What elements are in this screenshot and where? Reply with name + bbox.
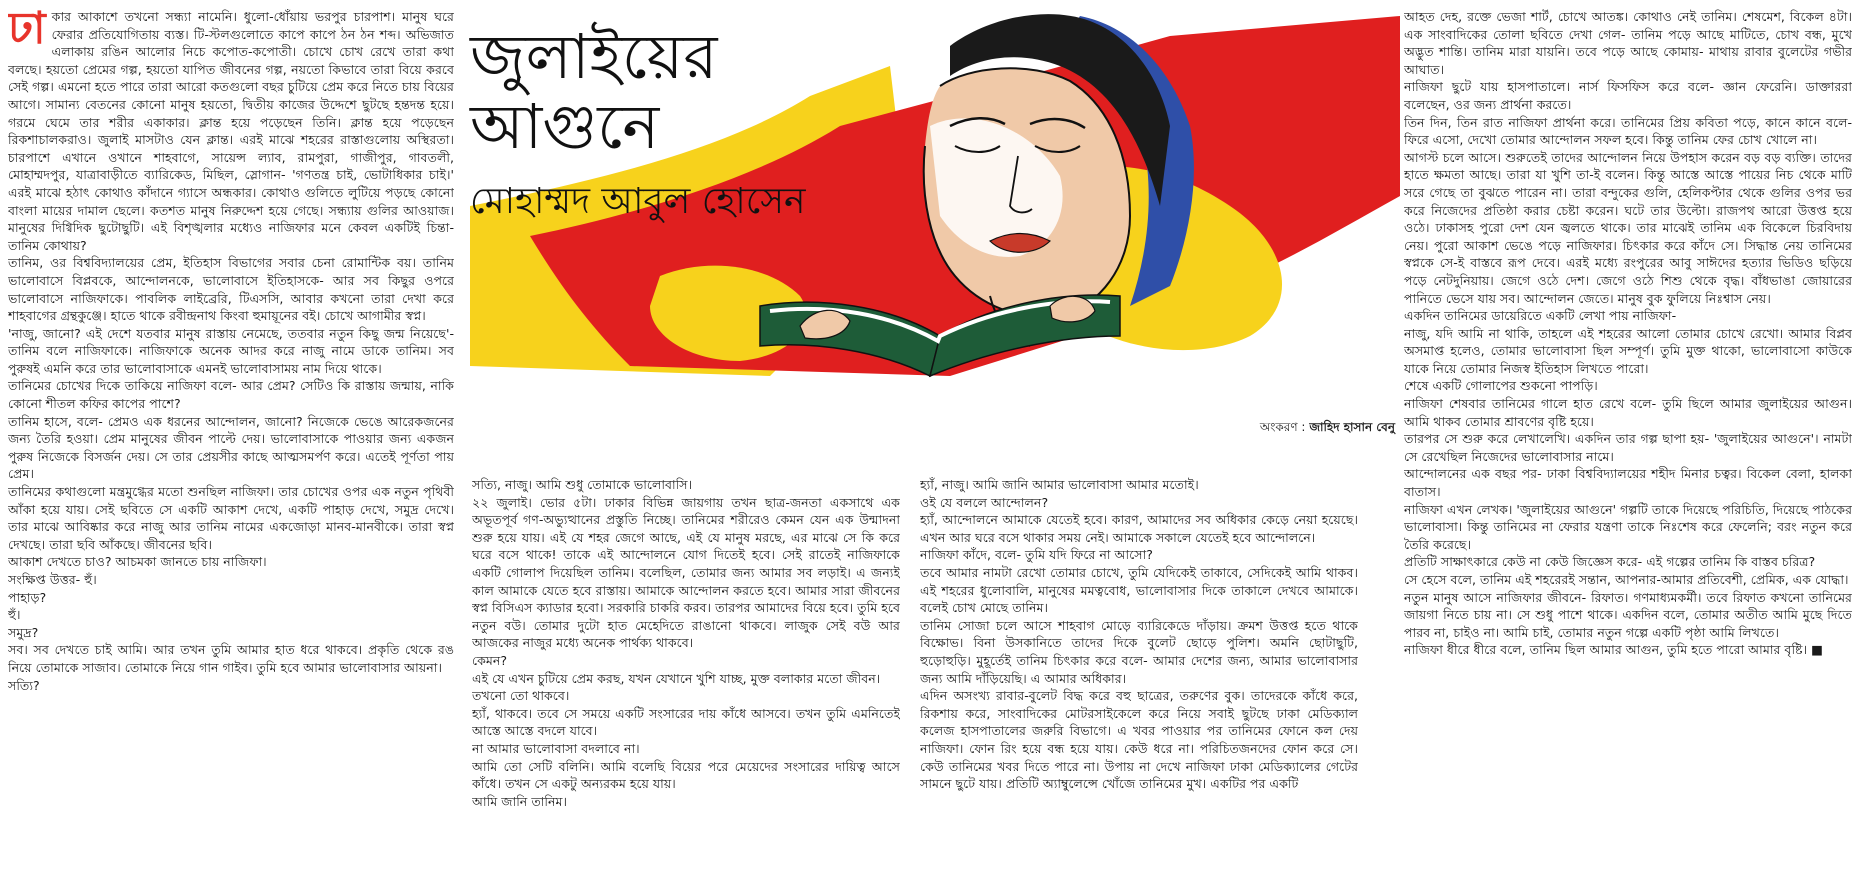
paragraph: সে হেসে বলে, তানিম এই শহরেরই সন্তান, আপনার-আমার প্রতিবেশী, প্রেমিক, এক যোদ্ধা।: [1404, 572, 1849, 587]
paragraph: আগস্ট চলে আসে। শুরুতেই তাদের আন্দোলন নিয়ে উপহাস করেন বড় বড় ব্যক্তি। তাদের হাতে ক্ষমতা আছে। তারা যা খুশি তা-ই বলেন। কিন্তু আস্তে আস্তে পায়ের নিচ থেকে মাটি সরে গেছে তা বুঝতে পারেন না। তারা বন্দুকের গুলি, হেলিকপ্টার থেকে গুলির ওপর ভর করে নিজেদের প্রতিষ্ঠা করার চেষ্টা করেন। ঘটে তার উল্টো। রাজপথ আরো উত্তপ্ত হয়ে ওঠে। ঢাকাসহ পুরো দেশ যেন জ্বলতে থাকে। তার মাঝেই তানিম এক বিকেলে চিরবিদায় নেয়। পুরো আকাশ ভেঙে পড়ে নাজিফার। চিৎকার করে কাঁদে সে। সিদ্ধান্ত নেয় তানিমের স্বপ্নকে সে-ই বাস্তবে রূপ দেবে। এরই মধ্যে রংপুরের আবু সাঈদের হত্যার ভিডিও ছড়িয়ে পড়ে নেটদুনিয়ায়। জেগে ওঠে দেশ। জেগে ওঠে শিশু থেকে বৃদ্ধ। বাঁধভাঙা জোয়ারের পানিতে ভেসে যায় সব। আন্দোলন জেতে। মানুষ বুক ফুলিয়ে নিঃশ্বাস নেয়।: [1404, 149, 1852, 306]
paragraph: না আমার ভালোবাসা বদলাবে না।: [472, 740, 640, 756]
title-line-2: আগুনে: [470, 90, 660, 163]
illustration-credit: [1260, 419, 1395, 439]
paragraph: কার আকাশে তখনো সন্ধ্যা নামেনি। ধুলো-ধোঁয়ায় ভরপুর চারপাশ। মানুষ ঘরে ফেরার প্রতিযোগিতায় ব্যস্ত। টি-স্টলগুলোতে কাপে কাপে ঠন ঠন শব্দ। অভিজাত এলাকায় রঙিন আলোর নিচে কপোত-কপোতী। চোখে চোখ রেখে তারা কথা বলছে। হয়তো প্রেমের গল্প, হয়তো যাপিত জীবনের গল্প, নয়তো কিভাবে তারা বিয়ে করবে সেই গল্প। এমনো হতে পারে তারা আরো কতগুলো বছর চুটিয়ে প্রেম করে নিতে চায় বিয়ের আগে। সামান্য বেতনের কোনো মানুষ হয়তো, দ্বিতীয় কাজের উদ্দেশে ছুটছে হন্তদন্ত হয়ে। গরমে ঘেমে তার শরীর একাকার। ক্লান্ত হয়ে পড়েছেন তিনি। ক্লান্ত হয়ে পড়েছেন রিকশাচালকরাও। জুলাই মাসটাও যেন ক্লান্ত। এরই মাঝে শহরের রাস্তাগুলোয় অস্থিরতা। চারপাশে এখানে ওখানে শাহবাগে, সায়েন্স ল্যাব, রামপুরা, গাজীপুর, গাবতলী, মোহাম্মদপুর, যাত্রাবাড়ীতে ব্যারিকেড, মিছিল, স্লোগান- 'গণতন্ত্র চাই, ভোটাধিকার চাই।' এরই মাঝে হঠাৎ কোথাও কাঁদানে গ্যাসে অন্ধকার। কোথাও গুলিতে লুটিয়ে পড়ছে কোনো বাংলা মায়ের দামাল ছেলে। কতশত মানুষ নিরুদ্দেশ হয়ে গেছে। সন্ধ্যায় গুলির আওয়াজ। মানুষের দিগ্বিদিক ছুটোছুটি। এই বিশৃঙ্খলার মধ্যেও নাজিফার মনে কেবল একটিই চিন্তা- তানিম কোথায়?: [8, 9, 454, 253]
paragraph: নাজিফা ছুটে যায় হাসপাতালে। নার্স ফিসফিস করে বলে- জ্ঞান ফেরেনি। ডাক্তাররা বলেছেন, ওর জন্য প্রার্থনা করতে।: [1404, 79, 1852, 112]
paragraph: সত্যি, নাজু। আমি শুধু তোমাকে ভালোবাসি।: [472, 477, 693, 492]
paragraph: নাজিফা এখন লেখক। 'জুলাইয়ের আগুনে' গল্পটি তাকে দিয়েছে পরিচিতি, দিয়েছে পাঠকের ভালোবাসা। কিন্তু তানিমের না ফেরার যন্ত্রণা তাকে নিঃশেষ করে ফেলেনি; বরং নতুন করে তৈরি করেছে।: [1404, 501, 1852, 552]
paragraph: সব। সব দেখতে চাই আমি। আর তখন তুমি আমার হাত ধরে থাকবে। প্রকৃতি থেকে রঙ নিয়ে তোমাকে সাজাব। তোমাকে নিয়ে গান গাইব। তুমি হবে আমার ভালোবাসার আয়না।: [8, 642, 454, 675]
paragraph: আকাশ দেখতে চাও? আচমকা জানতে চায় নাজিফা।: [8, 554, 267, 570]
paragraph: নাজিফা ধীরে ধীরে বলে, তানিম ছিল আমার আগুন, তুমি হতে পারো আমার বৃষ্টি। ■: [1404, 642, 1824, 658]
paragraph: পাহাড়?: [8, 589, 47, 605]
paragraph: নাজিফা কাঁদে, বলে- তুমি যদি ফিরে না আসো?: [920, 547, 1153, 563]
article-column-2: [472, 476, 900, 886]
paragraph: ওই যে বললে আন্দোলন?: [920, 494, 1049, 510]
paragraph: সমুদ্র?: [8, 624, 39, 640]
paragraph: আমি জানি তানিম।: [472, 793, 568, 809]
paragraph: তিন দিন, তিন রাত নাজিফা প্রার্থনা করে। তানিমের প্রিয় কবিতা পড়ে, কানে কানে বলে- ফিরে এসো, দেখো তোমার আন্দোলন সফল হবে। কিন্তু তানিম ফের চোখ খোলে না।: [1404, 114, 1852, 148]
article-column-1: [8, 8, 454, 886]
paragraph: তানিম সোজা চলে আসে শাহবাগ মোড়ে ব্যারিকেডে দাঁড়ায়। ক্রমশ উত্তপ্ত হতে থাকে বিক্ষোভ। বিনা উসকানিতে তাদের দিকে বুলেট ছোড়ে পুলিশ। অমনি ছোটাছুটি, হুড়োহুড়ি। মুহূর্তেই তানিম চিৎকার করে বলে- আমার দেশের জন্য, আমার ভালোবাসার জন্য আমি দাঁড়িয়েছি। এ আমার অধিকার।: [920, 617, 1358, 686]
paragraph: তবে আমার নামটা রেখো তোমার চোখে, তুমি যেদিকেই তাকাবে, সেদিকেই আমি থাকব। এই শহরের ধুলোবালি, মানুষের মমত্ববোধ, ভালোবাসার দিকে তাকালে দেখবে আমাকে। বলেই চোখ মোছে তানিম।: [920, 564, 1358, 616]
paragraph: তানিম হাসে, বলে- প্রেমও এক ধরনের আন্দোলন, জানো? নিজেকে ভেঙে আরেকজনের জন্য তৈরি হওয়া। প্রেম মানুষের জীবন পাল্টে দেয়। ভালোবাসাকে পাওয়ার জন্য একজন পুরুষ নিজেকে বিসর্জন দেয়। সে তার প্রেয়সীর কাছে আত্মসমর্পণ করে। এতেই পূর্ণতা পায় প্রেম।: [8, 413, 454, 482]
paragraph: তারপর সে শুরু করে লেখালেখি। একদিন তার গল্প ছাপা হয়- 'জুলাইয়ের আগুনে'। নামটা সে রেখেছিল নিজেদের ভালোবাসার নামে।: [1404, 431, 1852, 464]
paragraph: হ্যাঁ, নাজু। আমি জানি আমার ভালোবাসা আমার মতোই।: [920, 477, 1199, 492]
paragraph: হ্যাঁ, থাকবে। তবে সে সময়ে একটি সংসারের দায় কাঁধে আসবে। তখন তুমি এমনিতেই আস্তে আস্তে বদলে যাবে।: [472, 705, 900, 739]
paragraph: নাজু, যদি আমি না থাকি, তাহলে এই শহরের আলো তোমার চোখে রেখো। আমার বিপ্লব অসমাপ্ত হলেও, তোমার ভালোবাসা ছিল সম্পূর্ণ। তুমি মুক্ত থাকো, ভালোবাসো কাউকে যাকে নিয়ে তোমার নিজস্ব ইতিহাস লিখতে পারো।: [1404, 325, 1852, 376]
paragraph: তানিমের চোখের দিকে তাকিয়ে নাজিফা বলে- আর প্রেম? সেটিও কি রাস্তায় জন্মায়, নাকি কোনো শীতল কফির কাপের পাশে?: [8, 378, 454, 412]
paragraph: তানিম, ওর বিশ্ববিদ্যালয়ের প্রেম, ইতিহাস বিভাগের সবার চেনা রোমান্টিক বয়। তানিম ভালোবাসে বিপ্লবকে, আন্দোলনকে, ভালোবাসে ইতিহাসকে- আর সব কিছুর ওপরে ভালোবাসে নাজিফাকে। পাবলিক লাইব্রেরি, টিএসসি, আবার কখনো তারা দেখা করে শাহবাগের গ্রন্থকুঞ্জে। হাতে থাকে রবীন্দ্রনাথ কিংবা হুমায়ূনের বই। চোখে আগামীর স্বপ্ন।: [8, 255, 454, 324]
paragraph: হ্যাঁ, আন্দোলনে আমাকে যেতেই হবে। কারণ, আমাদের সব অধিকার কেড়ে নেয়া হয়েছে। এখন আর ঘরে বসে থাকার সময় নেই। আমাকে সকালে যেতেই হবে আন্দোলনে।: [920, 512, 1358, 545]
paragraph: এদিন অসংখ্য রাবার-বুলেট বিদ্ধ করে বহু ছাত্রের, তরুণের বুক। তাদেরকে কাঁধে করে, রিকশায় করে, সাংবাদিকের মোটরসাইকেলে করে নিয়ে সবাই ছুটছে ঢাকা মেডিক্যাল কলেজ হাসপাতালের জরুরি বিভাগে। এ খবর পাওয়ার পর তানিমের ফোনে কল দেয় নাজিফা। ফোন রিং হয়ে বন্ধ হয়ে যায়। কেউ ধরে না। পরিচিতজনদের ফোন করে সে। কেউ তানিমের খবর দিতে পারে না। উপায় না দেখে নাজিফা ঢাকা মেডিক্যালের গেটের সামনে ছুটে যায়। প্রতিটি অ্যাম্বুলেন্সে খোঁজে তানিমের মুখ। একটির পর একটি: [920, 688, 1358, 792]
paragraph: একদিন তানিমের ডায়েরিতে একটি লেখা পায় নাজিফা-: [1404, 308, 1677, 324]
paragraph: কেমন?: [472, 652, 508, 668]
paragraph: আহত দেহ, রক্তে ভেজা শার্ট, চোখে আতঙ্ক। কোথাও নেই তানিম। শেষমেশ, বিকেল ৪টা। এক সাংবাদিকের তোলা ছবিতে দেখা গেল- তানিম পড়ে আছে মাটিতে, চোখ বন্ধ, মুখে অদ্ভুত শান্তি। তানিম মারা যায়নি। তবে পড়ে আছে কোমায়- মাথায় রাবার বুলেটের গভীর আঘাত।: [1404, 9, 1852, 77]
paragraph: প্রতিটি সাক্ষাৎকারে কেউ না কেউ জিজ্ঞেস করে- এই গল্পের তানিম কি বাস্তব চরিত্র?: [1404, 554, 1816, 570]
article-column-4: [1404, 8, 1852, 886]
paragraph: ২২ জুলাই। ভোর ৫টা। ঢাকার বিভিন্ন জায়গায় তখন ছাত্র-জনতা একসাথে এক অভূতপূর্ব গণ-অভ্যুত্থানের প্রস্তুতি নিচ্ছে। তানিমের শরীরেও কেমন যেন এক উন্মাদনা শুরু হয়ে যায়। এই যে শহর জেগে আছে, এই যে মানুষ মরছে, এর মাঝে সে কি করে ঘরে বসে থাকে! তাকে এই আন্দোলনে যোগ দিতেই হবে। সেই রাতেই নাজিফাকে একটি গোলাপ দিয়েছিল তানিম। বলেছিল, তোমার জন্য আমার সব লড়াই। এ জন্যই কাল আমাকে যেতে হবে রাস্তায়। আমাকে আন্দোলন করতে হবে। আমার সারা জীবনের স্বপ্ন বিসিএস ক্যাডার হবো। সরকারি চাকরি করব। তারপর আমাদের বিয়ে হবে। তুমি হবে নতুন বউ। তোমার দুটো হাত মেহেদিতে রাঙানো থাকবে। লাজুক সেই বউ আর আজকের নাজুর মধ্যে অনেক পার্থক্য থাকবে।: [472, 494, 900, 651]
paragraph: সংক্ষিপ্ত উত্তর- হুঁ।: [8, 572, 97, 587]
author-name: মোহাম্মদ আবুল হোসেন: [470, 181, 806, 222]
paragraph: এই যে এখন চুটিয়ে প্রেম করছ, যখন যেখানে খুশি যাচ্ছ, মুক্ত বলাকার মতো জীবন।: [472, 670, 881, 686]
paragraph: আমি তো সেটি বলিনি। আমি বলেছি বিয়ের পরে মেয়েদের সংসারের দায়িত্ব আসে কাঁধে। তখন সে একটু অন্যরকম হয়ে যায়।: [472, 758, 900, 792]
credit-label: অংকরণ :: [1259, 420, 1306, 434]
paragraph: শেষে একটি গোলাপের শুকনো পাপড়ি।: [1404, 378, 1598, 394]
paragraph: নাজিফা শেষবার তানিমের গালে হাত রেখে বলে- তুমি ছিলে আমার জুলাইয়ের আগুন। আমি থাকব তোমার শ্রাবণের বৃষ্টি হয়ে।: [1404, 396, 1852, 429]
headline-block: [470, 22, 990, 224]
paragraph: আন্দোলনের এক বছর পর- ঢাকা বিশ্ববিদ্যালয়ের শহীদ মিনার চত্বর। বিকেল বেলা, হালকা বাতাস।: [1404, 466, 1852, 500]
paragraph: সত্যি?: [8, 677, 40, 693]
paragraph: 'নাজু, জানো? এই দেশে যতবার মানুষ রাস্তায় নেমেছে, ততবার নতুন কিছু জন্ম নিয়েছে'- তানিম বলে নাজিফাকে। নাজিফাকে অনেক আদর করে নাজু নামে ডাকে তানিম। সব পুরুষই এমনি করে তার ভালোবাসাকে এমনই ভালোবাসাময় নাম দিয়ে থাকে।: [8, 325, 454, 376]
paragraph: তানিমের কথাগুলো মন্ত্রমুগ্ধের মতো শুনছিল নাজিফা। তার চোখের ওপর এক নতুন পৃথিবী আঁকা হয়ে যায়। সেই ছবিতে সে একটি আকাশ দেখে, একটি পাহাড় দেখে, সমুদ্র দেখে। তার মাঝে আবিষ্কার করে নাজু আর তানিম নামের একজোড়া মানব-মানবীকে। তারা স্বপ্ন দেখছে। তারা ছবি আঁকছে। জীবনের ছবি।: [8, 484, 454, 552]
drop-cap: ঢা: [8, 8, 46, 54]
paragraph: হুঁ।: [8, 607, 21, 623]
credit-name: জাহিদ হাসান বেনু: [1309, 420, 1395, 434]
title-line-1: জুলাইয়ের: [470, 20, 718, 93]
paragraph: তখনো তো থাকবে।: [472, 688, 570, 704]
article-column-3: [920, 476, 1358, 886]
paragraph: নতুন মানুষ আসে নাজিফার জীবনে- রিফাত। গণমাধ্যমকর্মী। তবে রিফাত কখনো তানিমের জায়গা নিতে চায় না। সে শুধু পাশে থাকে। একদিন বলে, তোমার অতীত আমি মুছে দিতে পারব না, চাইও না। আমি চাই, তোমার নতুন গল্পে একটি পৃষ্ঠা আমি লিখতে।: [1404, 589, 1852, 640]
